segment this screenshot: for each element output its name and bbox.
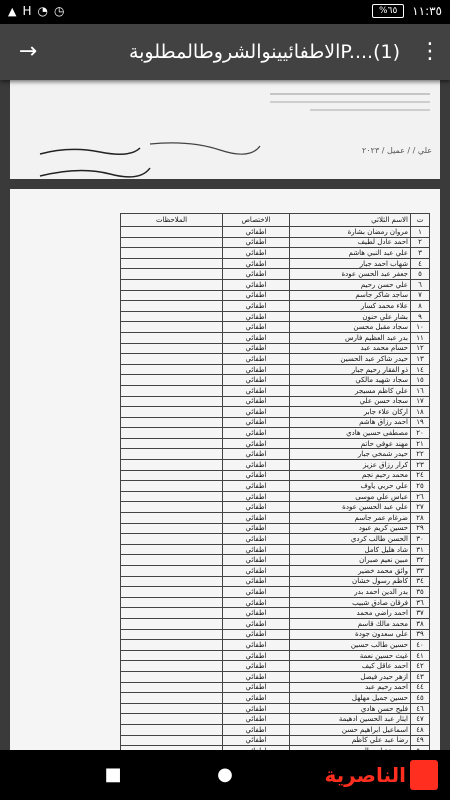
site-logo (325, 756, 438, 794)
cell-num: ٧ (411, 290, 430, 301)
cell-num: ٤٥ (411, 693, 430, 704)
table-row (121, 407, 430, 418)
cell-name: بدر الدين احمد بدر (290, 587, 411, 598)
cell-notes (121, 650, 223, 661)
cell-spec: اطفائي (223, 375, 290, 386)
cell-spec: اطفائي (223, 587, 290, 598)
cell-notes (121, 608, 223, 619)
cell-num: ٣٢ (411, 555, 430, 566)
cell-spec: اطفائي (223, 301, 290, 312)
table-row (121, 428, 430, 439)
cell-num: ٤٩ (411, 735, 430, 746)
table-row (121, 661, 430, 672)
cell-spec: اطفائي (223, 438, 290, 449)
cell-name: ايثار عبد الحسين ادهيمة (290, 714, 411, 725)
cell-spec: اطفائي (223, 629, 290, 640)
cell-notes (121, 460, 223, 471)
cell-name: اركان علاء جابر (290, 407, 411, 418)
cell-name: محمد رحيم نجم (290, 470, 411, 481)
cell-spec: اطفائي (223, 332, 290, 343)
cell-notes (121, 301, 223, 312)
cell-name: حسين جميل مهلهل (290, 693, 411, 704)
cell-spec: اطفائي (223, 354, 290, 365)
table-row (121, 449, 430, 460)
cell-name: وائق محمد خضير (290, 566, 411, 577)
cell-num: ٣٦ (411, 597, 430, 608)
table-row (121, 470, 430, 481)
cell-num: ٣٧ (411, 608, 430, 619)
cell-num: ٢٠ (411, 428, 430, 439)
cell-name: كاظم رسول خشان (290, 576, 411, 587)
table-row (121, 322, 430, 333)
cell-name: علاء محمد كسار (290, 301, 411, 312)
logo-text: الناصرية (324, 763, 406, 787)
cell-num: ١٨ (411, 407, 430, 418)
cell-spec: اطفائي (223, 322, 290, 333)
cell-name: ازهر حيدر فيصل (290, 671, 411, 682)
table-row (121, 608, 430, 619)
cell-spec: اطفائي (223, 449, 290, 460)
cell-spec: اطفائي (223, 269, 290, 280)
cell-notes (121, 576, 223, 587)
home-circle-icon[interactable]: ● (217, 764, 233, 785)
table-row (121, 491, 430, 502)
table-header-row (121, 214, 430, 227)
cell-notes (121, 237, 223, 248)
cell-name: كرار رزاق عزيز (290, 460, 411, 471)
cell-name: ضرغام عمر جاسم (290, 513, 411, 524)
table-row (121, 375, 430, 386)
table-row (121, 481, 430, 492)
table-row (121, 544, 430, 555)
cell-spec: اطفائي (223, 396, 290, 407)
table-row (121, 438, 430, 449)
document-viewer[interactable] (0, 24, 450, 750)
table-row (121, 576, 430, 587)
cell-name: مروان رمضان بشارة (290, 227, 411, 238)
cell-name: سجاد شهيد مالكي (290, 375, 411, 386)
cell-spec: اطفائي (223, 544, 290, 555)
table-row (121, 587, 430, 598)
header-num: ت (411, 214, 430, 227)
cell-notes (121, 385, 223, 396)
status-right-group (372, 4, 442, 18)
table-row (121, 629, 430, 640)
cell-spec: اطفائي (223, 608, 290, 619)
cell-spec: اطفائي (223, 618, 290, 629)
cell-notes (121, 671, 223, 682)
table-row (121, 258, 430, 269)
cell-notes (121, 491, 223, 502)
table-row (121, 237, 430, 248)
cell-spec: اطفائي (223, 481, 290, 492)
cell-num: ٢٤ (411, 470, 430, 481)
cell-num: ٦ (411, 279, 430, 290)
cell-spec: اطفائي (223, 258, 290, 269)
table-row (121, 714, 430, 725)
cell-name: سجاد حسن علي (290, 396, 411, 407)
cell-name: مصطفى حسين هادي (290, 428, 411, 439)
cell-notes (121, 555, 223, 566)
cell-name: الحسن طالب كردي (290, 534, 411, 545)
cell-num: ١٠ (411, 322, 430, 333)
cell-num: ٢١ (411, 438, 430, 449)
cell-name: حسين كريم عبود (290, 523, 411, 534)
table-body (121, 227, 430, 767)
logo-mark-icon (410, 760, 438, 790)
cell-spec: اطفائي (223, 661, 290, 672)
pdf-viewer-toolbar (0, 24, 450, 80)
cell-num: ٣١ (411, 544, 430, 555)
cell-name: شاد هليل كامل (290, 544, 411, 555)
cell-name: احمد عاقل كيف (290, 661, 411, 672)
cell-notes (121, 587, 223, 598)
cell-spec: اطفائي (223, 576, 290, 587)
document-title: P....(1)الاطفائيينوالشروطالمطلوبة (128, 41, 400, 63)
cell-notes (121, 693, 223, 704)
cell-num: ١٣ (411, 354, 430, 365)
cell-num: ٢٢ (411, 449, 430, 460)
cell-spec: اطفائي (223, 703, 290, 714)
cell-notes (121, 629, 223, 640)
table-row (121, 417, 430, 428)
cell-spec: اطفائي (223, 682, 290, 693)
cell-notes (121, 343, 223, 354)
cell-num: ٤١ (411, 650, 430, 661)
cell-notes (121, 258, 223, 269)
table-row (121, 385, 430, 396)
cell-num: ٣٤ (411, 576, 430, 587)
cell-notes (121, 396, 223, 407)
header-name: الاسم الثلاثي (290, 214, 411, 227)
cell-notes (121, 269, 223, 280)
cell-name: غيث حسين نعمة (290, 650, 411, 661)
cell-name: محمد مالك قاسم (290, 618, 411, 629)
network-type: H (22, 4, 32, 18)
table-row (121, 290, 430, 301)
cell-num: ٢٩ (411, 523, 430, 534)
cell-notes (121, 364, 223, 375)
cell-spec: اطفائي (223, 311, 290, 322)
cell-num: ٤٨ (411, 724, 430, 735)
cell-spec: اطفائي (223, 502, 290, 513)
share-arrow-icon[interactable]: → (18, 39, 38, 64)
cell-notes (121, 661, 223, 672)
cell-name: علي عبد الحسين عودة (290, 502, 411, 513)
cell-spec: اطفائي (223, 279, 290, 290)
cell-num: ٩ (411, 311, 430, 322)
recents-square-icon[interactable]: ■ (104, 764, 122, 785)
status-left-group (8, 4, 64, 18)
cell-spec: اطفائي (223, 407, 290, 418)
cell-name: جعفر عبد الحسن عودة (290, 269, 411, 280)
table-row (121, 566, 430, 577)
cell-name: حسين طالب حسين (290, 640, 411, 651)
table-row (121, 396, 430, 407)
cell-num: ٣٩ (411, 629, 430, 640)
cell-num: ١٥ (411, 375, 430, 386)
table-row (121, 227, 430, 238)
cell-notes (121, 481, 223, 492)
cell-spec: اطفائي (223, 491, 290, 502)
cell-num: ٥ (411, 269, 430, 280)
cell-num: ٤٤ (411, 682, 430, 693)
cell-name: حيدر شاكر عبد الحسين (290, 354, 411, 365)
pdf-page-2 (10, 189, 440, 779)
cell-spec: اطفائي (223, 227, 290, 238)
cell-num: ١٧ (411, 396, 430, 407)
table-row (121, 460, 430, 471)
cell-spec: اطفائي (223, 597, 290, 608)
table-row (121, 364, 430, 375)
cell-name: علي سعدون جودة (290, 629, 411, 640)
table-row (121, 682, 430, 693)
cell-notes (121, 682, 223, 693)
cell-notes (121, 248, 223, 259)
cell-notes (121, 438, 223, 449)
cell-num: ٢٨ (411, 513, 430, 524)
cell-spec: اطفائي (223, 671, 290, 682)
cell-num: ١١ (411, 332, 430, 343)
header-spec: الاختصاص (223, 214, 290, 227)
cell-notes (121, 417, 223, 428)
cell-name: بدر عبد العظيم فارس (290, 332, 411, 343)
table-row (121, 269, 430, 280)
table-row (121, 248, 430, 259)
date-line: علي / / عميل / ٢٠٢٣ (362, 146, 432, 155)
cell-name: علي حسن رحيم (290, 279, 411, 290)
signal-icon: ▲ (8, 4, 17, 18)
cell-name: ساجد شاكر جاسم (290, 290, 411, 301)
cell-notes (121, 724, 223, 735)
cell-notes (121, 597, 223, 608)
cell-notes (121, 534, 223, 545)
cell-notes (121, 513, 223, 524)
cell-name: احمد راضي محمد (290, 608, 411, 619)
cell-num: ٣٥ (411, 587, 430, 598)
cell-num: ٤٦ (411, 703, 430, 714)
table-row (121, 534, 430, 545)
table-row (121, 597, 430, 608)
cell-spec: اطفائي (223, 650, 290, 661)
cell-name: فرقان صادق شبيب (290, 597, 411, 608)
cell-num: ٤٣ (411, 671, 430, 682)
cell-spec: اطفائي (223, 385, 290, 396)
cell-name: علي كاظم مسيجر (290, 385, 411, 396)
cell-notes (121, 322, 223, 333)
cell-name: حسام محمد عبد (290, 343, 411, 354)
cell-name: ذو الفقار رحيم جبار (290, 364, 411, 375)
cell-notes (121, 523, 223, 534)
cell-notes (121, 449, 223, 460)
status-time: ١١:٣٥ (412, 4, 442, 18)
cell-name: بشار علي حنون (290, 311, 411, 322)
cell-spec: اطفائي (223, 428, 290, 439)
table-row (121, 523, 430, 534)
cell-notes (121, 279, 223, 290)
status-bar (0, 0, 450, 24)
table-row (121, 724, 430, 735)
cell-notes (121, 735, 223, 746)
cell-num: ٤٢ (411, 661, 430, 672)
cell-notes (121, 428, 223, 439)
table-row (121, 301, 430, 312)
cell-name: رضا عبد علي كاظم (290, 735, 411, 746)
cell-notes (121, 227, 223, 238)
cell-num: ١٤ (411, 364, 430, 375)
cell-spec: اطفائي (223, 237, 290, 248)
cell-name: شهاب احمد جبار (290, 258, 411, 269)
cell-spec: اطفائي (223, 735, 290, 746)
table-row (121, 343, 430, 354)
cell-spec: اطفائي (223, 513, 290, 524)
cell-num: ٢٧ (411, 502, 430, 513)
cell-spec: اطفائي (223, 714, 290, 725)
cell-spec: اطفائي (223, 470, 290, 481)
cell-notes (121, 290, 223, 301)
table-row (121, 279, 430, 290)
cell-num: ٤٠ (411, 640, 430, 651)
cell-num: ٢٥ (411, 481, 430, 492)
cell-notes (121, 703, 223, 714)
cell-num: ٣ (411, 248, 430, 259)
cell-num: ٣٣ (411, 566, 430, 577)
cell-name: فليح حسن هادي (290, 703, 411, 714)
cell-spec: اطفائي (223, 417, 290, 428)
cell-num: ٣٨ (411, 618, 430, 629)
cell-num: ١٩ (411, 417, 430, 428)
cell-notes (121, 332, 223, 343)
employees-table (120, 213, 430, 767)
cell-spec: اطفائي (223, 343, 290, 354)
table-row (121, 311, 430, 322)
table-row (121, 618, 430, 629)
cell-num: ١٢ (411, 343, 430, 354)
cell-spec: اطفائي (223, 534, 290, 545)
cell-name: علي عبد النبي هاشم (290, 248, 411, 259)
android-nav-bar (0, 750, 450, 800)
cell-name: احمد رزاق هاشم (290, 417, 411, 428)
cell-name: مهند عوفي حاتم (290, 438, 411, 449)
header-notes: الملاحظات (121, 214, 223, 227)
cell-spec: اطفائي (223, 693, 290, 704)
table-row (121, 703, 430, 714)
cell-name: مبين نعيم صبران (290, 555, 411, 566)
cell-spec: اطفائي (223, 364, 290, 375)
table-row (121, 671, 430, 682)
cell-spec: اطفائي (223, 523, 290, 534)
cell-name: احمد رحيم عبد (290, 682, 411, 693)
cell-name: عباس علي موسى (290, 491, 411, 502)
wifi-icon: ◔ (37, 4, 48, 18)
table-row (121, 502, 430, 513)
cell-notes (121, 502, 223, 513)
cell-spec: اطفائي (223, 724, 290, 735)
table-row (121, 735, 430, 746)
cell-name: سجاد مقبل محسن (290, 322, 411, 333)
cell-notes (121, 311, 223, 322)
cell-name: علي حربي ياوف (290, 481, 411, 492)
cell-num: ٨ (411, 301, 430, 312)
cell-num: ٢٣ (411, 460, 430, 471)
table-row (121, 354, 430, 365)
overflow-menu-icon[interactable]: ⋮ (419, 39, 441, 64)
cell-notes (121, 566, 223, 577)
table-row (121, 332, 430, 343)
cell-spec: اطفائي (223, 290, 290, 301)
table-row (121, 513, 430, 524)
cell-num: ٢ (411, 237, 430, 248)
cell-notes (121, 544, 223, 555)
cell-notes (121, 470, 223, 481)
cell-num: ١٦ (411, 385, 430, 396)
table-row (121, 650, 430, 661)
cell-notes (121, 407, 223, 418)
table-row (121, 555, 430, 566)
cell-name: حيدر شمخي جبار (290, 449, 411, 460)
cell-spec: اطفائي (223, 555, 290, 566)
cell-name: اسماعيل ابراهيم حسن (290, 724, 411, 735)
battery-indicator: %٦٥ (372, 4, 404, 18)
cell-num: ٣٠ (411, 534, 430, 545)
cell-num: ٢٦ (411, 491, 430, 502)
cell-notes (121, 354, 223, 365)
cell-spec: اطفائي (223, 248, 290, 259)
cell-name: احمد عادل لطيف (290, 237, 411, 248)
cell-notes (121, 714, 223, 725)
table-row (121, 693, 430, 704)
cell-notes (121, 618, 223, 629)
cell-num: ٤ (411, 258, 430, 269)
cell-num: ١ (411, 227, 430, 238)
table-row (121, 640, 430, 651)
cell-num: ٤٧ (411, 714, 430, 725)
cell-spec: اطفائي (223, 640, 290, 651)
alarm-icon: ◷ (53, 4, 65, 18)
cell-spec: اطفائي (223, 566, 290, 577)
cell-spec: اطفائي (223, 460, 290, 471)
cell-notes (121, 375, 223, 386)
cell-notes (121, 640, 223, 651)
